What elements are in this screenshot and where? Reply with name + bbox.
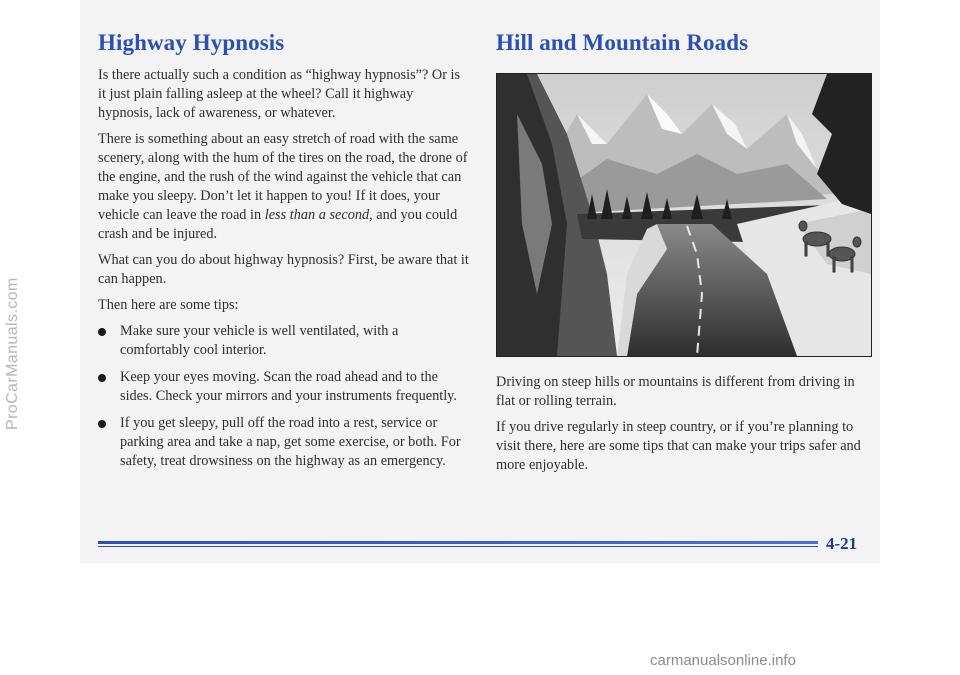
- site-footer-link[interactable]: carmanualsonline.info: [650, 652, 796, 669]
- mountain-road-image: [497, 74, 871, 356]
- paragraph: Is there actually such a condition as “highway hypnosis”? Or is it just plain falling asleep at the wheel? Call it highway hypnosis, lack of awareness, or whatever.: [98, 67, 461, 121]
- bullet-icon: [98, 328, 106, 336]
- paragraph: If you drive regularly in steep country, or if you’re planning to visit there, here are some tips that can make your trips safer and more enjoyable.: [496, 419, 861, 473]
- tips-list: [98, 322, 470, 471]
- list-item: Make sure your vehicle is well ventilated, with a comfortably cool interior.: [98, 322, 470, 360]
- paragraph: Driving on steep hills or mountains is different from driving in flat or rolling terrain.: [496, 374, 855, 409]
- paragraph: What can you do about highway hypnosis? First, be aware that it can happen.: [98, 252, 469, 287]
- list-item: If you get sleepy, pull off the road into a rest, service or parking area and take a nap, get some exercise, or both. For safety, treat drowsiness on the highway as an emergency.: [98, 414, 470, 471]
- highway-hypnosis-section: [98, 30, 470, 479]
- section-title-highway-hypnosis: Highway Hypnosis: [98, 30, 285, 55]
- bullet-icon: [98, 420, 106, 428]
- watermark: ProCarManuals.com: [4, 277, 21, 430]
- bullet-icon: [98, 374, 106, 382]
- mountain-road-illustration: [496, 73, 872, 357]
- paragraph: Then here are some tips:: [98, 297, 239, 313]
- paragraph: There is something about an easy stretch of road with the same scenery, along with the hum of the tires on the road, the drone of the engine, and the rush of the wind against the vehicle that can make you sleepy. Don’t let it happen to you! If it does, your vehicle can leave the road in less than a second, and you could crash and be injured.: [98, 131, 468, 242]
- footer-rule-thin: [98, 546, 818, 547]
- footer-rule: [98, 541, 818, 544]
- hill-mountain-text: [496, 373, 872, 482]
- section-title-hill-mountain: Hill and Mountain Roads: [496, 30, 749, 55]
- page-number: 4-21: [826, 534, 858, 553]
- list-item: Keep your eyes moving. Scan the road ahead and to the sides. Check your mirrors and your instruments frequently.: [98, 368, 470, 406]
- hill-mountain-section: [496, 30, 872, 66]
